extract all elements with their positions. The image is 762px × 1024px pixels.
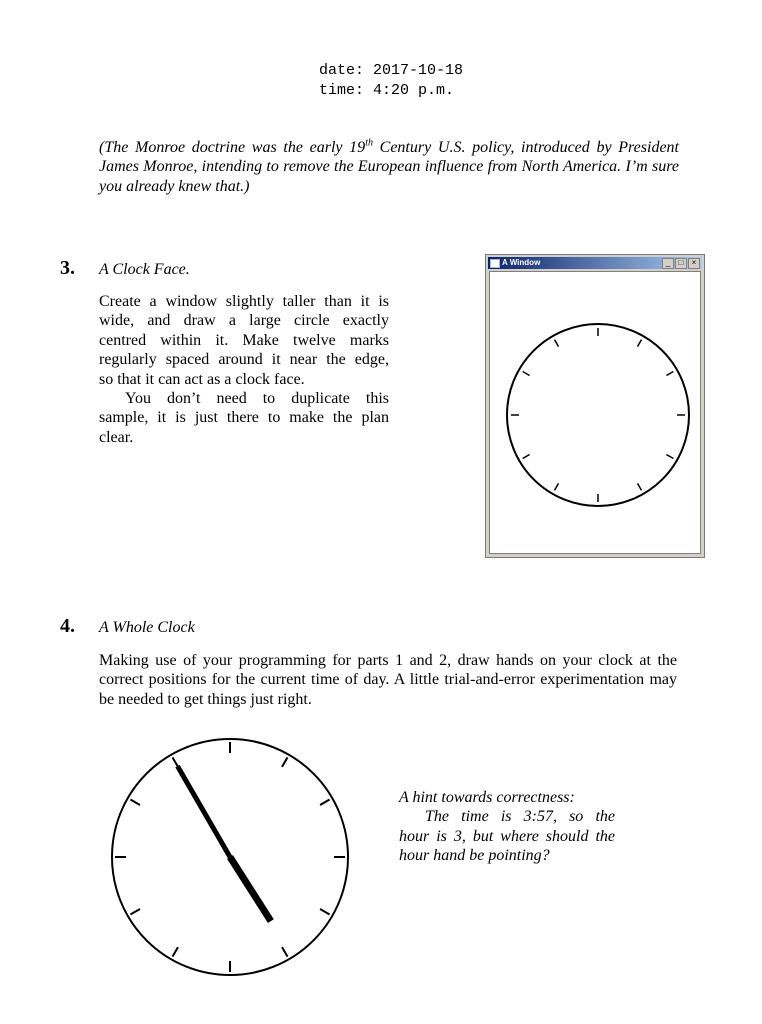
tick-mark	[282, 947, 288, 957]
date-line: date: 2017-10-18	[319, 62, 464, 79]
window-title: A Window	[502, 258, 541, 267]
window-client-area	[489, 271, 701, 554]
window-titlebar[interactable]	[488, 257, 702, 269]
tick-mark	[555, 340, 559, 347]
tick-mark	[130, 909, 140, 915]
minute-hand	[178, 766, 231, 857]
tick-mark	[555, 483, 559, 490]
window-app-icon[interactable]	[490, 259, 500, 268]
section-4-number: 4.	[60, 615, 75, 637]
section-4-title: A Whole Clock	[99, 619, 195, 636]
hint-title: A hint towards correctness:	[399, 789, 575, 806]
hint-line: The time is 3:57, so the	[425, 808, 615, 826]
hint-line: hour hand be pointing?	[399, 847, 550, 865]
clock-circle	[507, 324, 689, 506]
tick-mark	[523, 372, 530, 376]
section-3-line: centred within it. Make twelve marks	[99, 331, 389, 349]
time-line: time: 4:20 p.m.	[319, 82, 455, 99]
note-sup: th	[365, 137, 373, 149]
tick-mark	[173, 757, 179, 767]
section-4-body: Making use of your programming for parts 1 and 2, draw hands on your clock at the correct positions for the current time of day. A little trial-and-error experimentation may be needed to get things just right.	[99, 652, 677, 708]
section-3-body	[99, 292, 389, 447]
tick-mark	[638, 340, 642, 347]
clock-tick-marks	[511, 328, 685, 502]
tick-mark	[130, 800, 140, 806]
section-3-line: regularly spaced around it near the edge,	[99, 351, 389, 369]
note-text-b: Century U.S. policy, introduced by President James Monroe, intending to remove the European influence from North America. I’m sure you already knew that.)	[99, 139, 679, 195]
whole-clock	[100, 728, 360, 988]
tick-mark	[666, 372, 673, 376]
tick-mark	[666, 455, 673, 459]
hint-line: hour is 3, but where should the	[399, 827, 615, 845]
monroe-note	[99, 138, 679, 196]
tick-mark	[638, 483, 642, 490]
minimize-icon[interactable]: _	[662, 258, 674, 269]
section-3-line: so that it can act as a clock face.	[99, 370, 305, 388]
window-controls	[662, 258, 700, 268]
section-3-line: clear.	[99, 428, 134, 446]
tick-mark	[320, 800, 330, 806]
sample-window	[485, 254, 705, 558]
section-3-line: You don’t need to duplicate this	[125, 390, 389, 408]
section-3-line: Create a window slightly taller than it is	[99, 293, 389, 310]
section-3-line: sample, it is just there to make the plan	[99, 409, 389, 427]
close-icon[interactable]: ×	[688, 258, 700, 269]
note-text-a: (The Monroe doctrine was the early 19	[99, 139, 366, 156]
section-3-line: wide, and draw a large circle exactly	[99, 312, 389, 330]
section-3-title: A Clock Face.	[99, 261, 190, 278]
maximize-icon[interactable]: □	[675, 258, 687, 269]
hour-hand	[230, 857, 271, 921]
tick-mark	[523, 455, 530, 459]
hint-box	[399, 788, 615, 866]
tick-mark	[282, 757, 288, 767]
clock-face-sample	[490, 272, 702, 556]
tick-mark	[173, 947, 179, 957]
section-3-number: 3.	[60, 257, 75, 279]
tick-mark	[320, 909, 330, 915]
